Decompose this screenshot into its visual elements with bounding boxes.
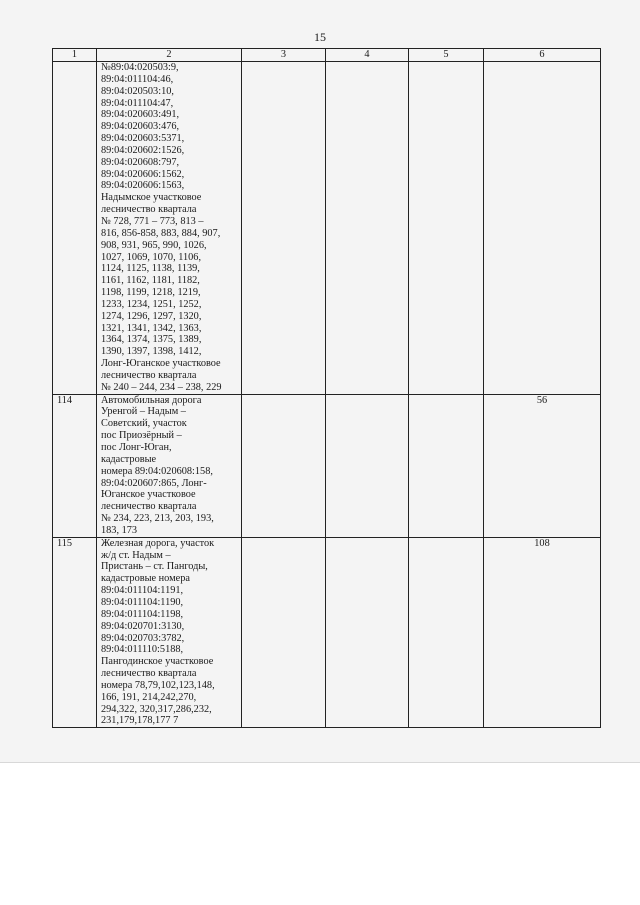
column-header: 3 bbox=[242, 49, 326, 62]
row-description: №89:04:020503:9, 89:04:011104:46, 89:04:020503:10, 89:04:011104:47, 89:04:020603:491, 89:04:020603:476, 89:04:020603:5371, 89:04:020602:1526, 89:04:020608:797, 89:04:020606:1562, 89:04:020606:1563, Надымское участковое лесничество квартала № 728, 771 – 773, 813 – 816, 856-858, 883, 884, 907, 908, 931, 965, 990, 1026, 1027, 1069, 1070, 1106, 1124, 1125, 1138, 1139, 1161, 1162, 1181, 1182, 1198, 1199, 1218, 1219, 1233, 1234, 1251, 1252, 1274, 1296, 1297, 1320, 1321, 1341, 1342, 1363, 1364, 1374, 1375, 1389, 1390, 1397, 1398, 1412, Лонг-Юганское участковое лесничество квартала № 240 – 244, 234 – 238, 229 bbox=[97, 62, 242, 395]
column-header: 2 bbox=[97, 49, 242, 62]
row-description: Автомобильная дорога Уренгой – Надым – Советский, участок пос Приозёрный – пос Лонг-Юган, кадастровые номера 89:04:020608:158, 89:04:020607:865, Лонг- Юганское участковое лесничество квартала № 234, 223, 213, 203, 193, 183, 173 bbox=[97, 394, 242, 537]
column-header: 4 bbox=[326, 49, 409, 62]
column-header: 5 bbox=[409, 49, 484, 62]
cell-col-4 bbox=[326, 537, 409, 728]
column-header: 6 bbox=[484, 49, 601, 62]
cell-col-4 bbox=[326, 62, 409, 395]
cell-col-5 bbox=[409, 537, 484, 728]
row-number: 114 bbox=[53, 394, 97, 537]
cell-col-3 bbox=[242, 62, 326, 395]
cell-col-5 bbox=[409, 394, 484, 537]
column-header: 1 bbox=[53, 49, 97, 62]
row-number bbox=[53, 62, 97, 395]
cell-col-3 bbox=[242, 394, 326, 537]
row-description: Железная дорога, участок ж/д ст. Надым – Пристань – ст. Пангоды, кадастровые номера 89:04:011104:1191, 89:04:011104:1190, 89:04:011104:1198, 89:04:020701:3130, 89:04:020703:3782, 89:04:011110:5188, Пангодинское участковое лесничество квартала номера 78,79,102,123,148, 166, 191, 214,242,270, 294,322, 320,317,286,232, 231,179,178,177 7 bbox=[97, 537, 242, 728]
cell-col-6 bbox=[484, 62, 601, 395]
row-number: 115 bbox=[53, 537, 97, 728]
cell-col-3 bbox=[242, 537, 326, 728]
page-number: 15 bbox=[314, 30, 326, 44]
cell-col-6: 108 bbox=[484, 537, 601, 728]
table-row bbox=[53, 537, 601, 728]
table-row bbox=[53, 62, 601, 395]
cell-col-6: 56 bbox=[484, 394, 601, 537]
table-header-row bbox=[53, 49, 601, 62]
data-table bbox=[52, 48, 601, 728]
cell-col-5 bbox=[409, 62, 484, 395]
cell-col-4 bbox=[326, 394, 409, 537]
table-row bbox=[53, 394, 601, 537]
